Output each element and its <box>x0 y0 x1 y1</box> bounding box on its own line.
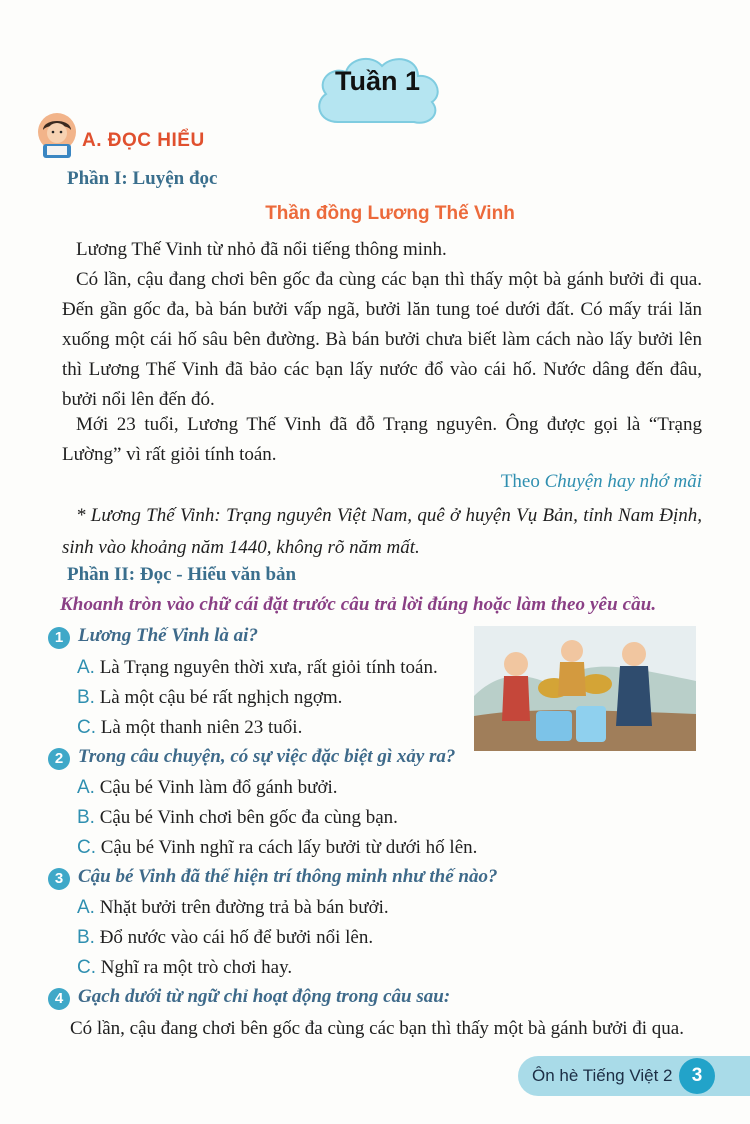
answer-option[interactable] <box>77 777 338 799</box>
part1-title: Phần I: Luyện đọc <box>67 168 218 189</box>
option-letter: B. <box>77 687 95 708</box>
footnote: * Lương Thế Vinh: Trạng nguyên Việt Nam, quê ở huyện Vụ Bản, tỉnh Nam Định, sinh vào khoảng năm 1440, không rõ năm mất. <box>62 505 702 558</box>
source-prefix: Theo <box>500 471 540 492</box>
story-paragraph: Mới 23 tuổi, Lương Thế Vinh đã đỗ Trạng nguyên. Ông được gọi là “Trạng Lường” vì rất giỏi tính toán. <box>62 414 702 465</box>
option-text: Nghĩ ra một trò chơi hay. <box>100 957 293 978</box>
exercise-sentence[interactable]: Có lần, cậu đang chơi bên gốc đa cùng các bạn thì thấy một bà gánh bưởi đi qua. <box>70 1018 684 1039</box>
story-paragraph: Lương Thế Vinh từ nhỏ đã nổi tiếng thông minh. <box>76 239 447 260</box>
question-text: Gạch dưới từ ngữ chỉ hoạt động trong câu sau: <box>78 986 451 1007</box>
option-text: Nhặt bưởi trên đường trả bà bán bưởi. <box>99 897 389 918</box>
instruction: Khoanh tròn vào chữ cái đặt trước câu trả lời đúng hoặc làm theo yêu cầu. <box>60 594 657 615</box>
reading-child-icon <box>37 112 77 160</box>
story-paragraph: Có lần, cậu đang chơi bên gốc đa cùng các bạn thì thấy một bà gánh bưởi đi qua. Đến gần gốc đa, bà bán bưởi vấp ngã, bưởi lăn tung toé dưới đất. Có mấy trái lăn xuống một cái hố sâu bên đường. Bà bán bưởi chưa biết làm cách nào lấy bưởi lên thì Lương Thế Vinh đã bảo các bạn lấy nước đổ vào cái hố. Nước dâng đến đâu, bưởi nổi lên đến đó. <box>62 269 702 410</box>
week-title: Tuần 1 <box>334 66 420 96</box>
answer-option[interactable] <box>77 717 302 739</box>
page-number: 3 <box>679 1058 715 1094</box>
option-letter: C. <box>77 837 96 858</box>
option-text: Đổ nước vào cái hố để bưởi nổi lên. <box>99 927 374 948</box>
answer-option[interactable] <box>77 927 373 949</box>
option-text: Là Trạng nguyên thời xưa, rất giỏi tính toán. <box>99 657 438 678</box>
option-text: Là một cậu bé rất nghịch ngợm. <box>99 687 343 708</box>
option-letter: A. <box>77 777 95 798</box>
answer-option[interactable] <box>77 657 438 679</box>
option-letter: B. <box>77 807 95 828</box>
question-text: Lương Thế Vinh là ai? <box>78 625 258 646</box>
option-text: Cậu bé Vinh nghĩ ra cách lấy bưởi từ dưới hố lên. <box>100 837 478 858</box>
option-letter: A. <box>77 657 95 678</box>
section-title: A. ĐỌC HIỂU <box>82 130 205 151</box>
answer-option[interactable] <box>77 807 398 829</box>
answer-option[interactable] <box>77 687 342 709</box>
option-letter: C. <box>77 717 96 738</box>
story-source <box>501 471 702 493</box>
story-title: Thần đồng Lương Thế Vinh <box>265 203 515 224</box>
option-letter: B. <box>77 927 95 948</box>
answer-option[interactable] <box>77 957 292 979</box>
option-letter: C. <box>77 957 96 978</box>
option-text: Là một thanh niên 23 tuổi. <box>100 717 303 738</box>
book-title: Ôn hè Tiếng Việt 2 <box>532 1066 673 1085</box>
answer-option[interactable] <box>77 897 389 919</box>
answer-option[interactable] <box>77 837 477 859</box>
question-number: 1 <box>48 627 70 649</box>
source-title: Chuyện hay nhớ mãi <box>544 471 702 492</box>
part2-title: Phần II: Đọc - Hiểu văn bản <box>67 564 297 585</box>
question-text: Cậu bé Vinh đã thể hiện trí thông minh như thế nào? <box>78 866 498 887</box>
children-pouring-water-illustration <box>474 626 696 751</box>
option-letter: A. <box>77 897 95 918</box>
question-number: 2 <box>48 748 70 770</box>
question-number: 3 <box>48 868 70 890</box>
option-text: Cậu bé Vinh làm đổ gánh bưởi. <box>99 777 338 798</box>
question-text: Trong câu chuyện, có sự việc đặc biệt gì xảy ra? <box>78 746 456 767</box>
question-number: 4 <box>48 988 70 1010</box>
option-text: Cậu bé Vinh chơi bên gốc đa cùng bạn. <box>99 807 398 828</box>
